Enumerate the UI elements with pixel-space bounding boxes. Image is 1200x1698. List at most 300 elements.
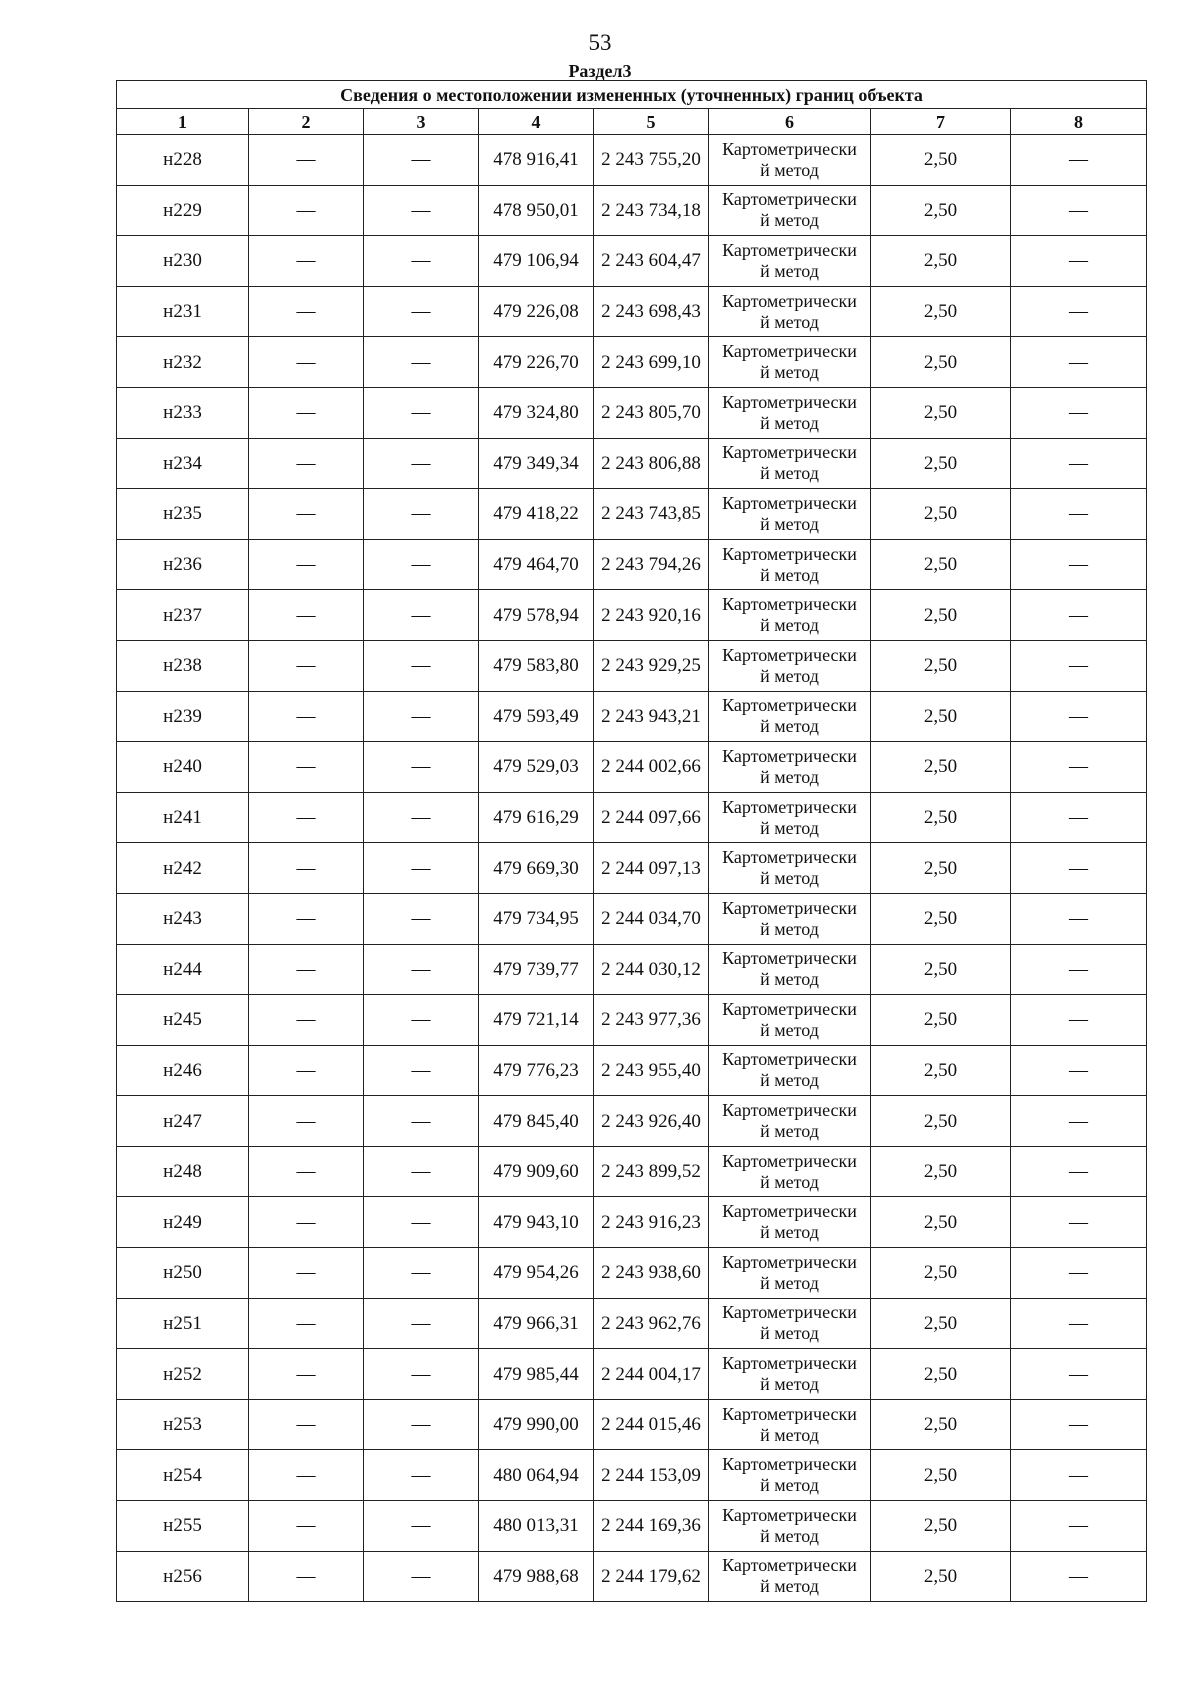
accuracy-cell: 2,50 — [871, 792, 1011, 843]
column-3-cell: — — [364, 1399, 479, 1450]
accuracy-cell: 2,50 — [871, 1399, 1011, 1450]
table-body — [117, 135, 1147, 1602]
accuracy-cell: 2,50 — [871, 640, 1011, 691]
method-cell — [709, 843, 871, 894]
point-label-cell: н234 — [117, 438, 249, 489]
column-8-cell: — — [1011, 1096, 1147, 1147]
method-text-line-1: Картометрически — [722, 1403, 857, 1424]
table-row — [117, 1450, 1147, 1501]
column-number: 8 — [1011, 109, 1147, 135]
column-3-cell: — — [364, 640, 479, 691]
column-number-row — [117, 109, 1147, 135]
column-3-cell: — — [364, 1551, 479, 1602]
column-8-cell: — — [1011, 337, 1147, 388]
x-coordinate-cell: 479 734,95 — [479, 893, 594, 944]
method-text-line-1: Картометрически — [722, 290, 857, 311]
x-coordinate-cell: 479 464,70 — [479, 539, 594, 590]
column-2-cell: — — [249, 135, 364, 186]
method-text-line-2: й метод — [760, 1019, 819, 1040]
method-cell — [709, 691, 871, 742]
y-coordinate-cell: 2 243 805,70 — [594, 387, 709, 438]
column-3-cell: — — [364, 387, 479, 438]
x-coordinate-cell: 480 064,94 — [479, 1450, 594, 1501]
method-text-line-1: Картометрически — [722, 138, 857, 159]
y-coordinate-cell: 2 243 604,47 — [594, 236, 709, 287]
y-coordinate-cell: 2 243 699,10 — [594, 337, 709, 388]
x-coordinate-cell: 478 916,41 — [479, 135, 594, 186]
x-coordinate-cell: 479 985,44 — [479, 1349, 594, 1400]
column-number: 5 — [594, 109, 709, 135]
method-text-line-2: й метод — [760, 716, 819, 737]
column-2-cell: — — [249, 337, 364, 388]
column-number: 1 — [117, 109, 249, 135]
column-2-cell: — — [249, 995, 364, 1046]
column-3-cell: — — [364, 1450, 479, 1501]
method-text-line-2: й метод — [760, 868, 819, 889]
accuracy-cell: 2,50 — [871, 590, 1011, 641]
table-row — [117, 539, 1147, 590]
method-cell — [709, 236, 871, 287]
point-label-cell: н250 — [117, 1248, 249, 1299]
point-label-cell: н256 — [117, 1551, 249, 1602]
y-coordinate-cell: 2 243 955,40 — [594, 1045, 709, 1096]
accuracy-cell: 2,50 — [871, 691, 1011, 742]
column-8-cell: — — [1011, 438, 1147, 489]
point-label-cell: н232 — [117, 337, 249, 388]
column-3-cell: — — [364, 185, 479, 236]
column-number: 7 — [871, 109, 1011, 135]
y-coordinate-cell: 2 244 169,36 — [594, 1501, 709, 1552]
method-cell — [709, 1197, 871, 1248]
method-cell — [709, 135, 871, 186]
column-3-cell: — — [364, 1349, 479, 1400]
y-coordinate-cell: 2 243 929,25 — [594, 640, 709, 691]
y-coordinate-cell: 2 243 938,60 — [594, 1248, 709, 1299]
x-coordinate-cell: 479 593,49 — [479, 691, 594, 742]
column-3-cell: — — [364, 135, 479, 186]
page-number: 53 — [588, 30, 612, 55]
point-label-cell: н245 — [117, 995, 249, 1046]
method-cell — [709, 1096, 871, 1147]
method-text-line-1: Картометрически — [722, 1353, 857, 1374]
column-8-cell: — — [1011, 1197, 1147, 1248]
section-title: Раздел3 — [568, 61, 632, 81]
column-2-cell: — — [249, 1399, 364, 1450]
column-2-cell: — — [249, 742, 364, 793]
point-label-cell: н255 — [117, 1501, 249, 1552]
column-8-cell: — — [1011, 1045, 1147, 1096]
x-coordinate-cell: 479 909,60 — [479, 1146, 594, 1197]
method-cell — [709, 590, 871, 641]
x-coordinate-cell: 479 349,34 — [479, 438, 594, 489]
table-row — [117, 590, 1147, 641]
column-8-cell: — — [1011, 539, 1147, 590]
method-cell — [709, 742, 871, 793]
method-cell — [709, 893, 871, 944]
method-text-line-1: Картометрически — [722, 897, 857, 918]
x-coordinate-cell: 479 578,94 — [479, 590, 594, 641]
method-text-line-1: Картометрически — [722, 341, 857, 362]
point-label-cell: н233 — [117, 387, 249, 438]
method-cell — [709, 944, 871, 995]
column-3-cell: — — [364, 691, 479, 742]
method-text-line-2: й метод — [760, 311, 819, 332]
method-cell — [709, 1248, 871, 1299]
column-3-cell: — — [364, 1248, 479, 1299]
column-8-cell: — — [1011, 1146, 1147, 1197]
y-coordinate-cell: 2 243 916,23 — [594, 1197, 709, 1248]
method-text-line-2: й метод — [760, 1475, 819, 1496]
method-cell — [709, 387, 871, 438]
accuracy-cell: 2,50 — [871, 1096, 1011, 1147]
x-coordinate-cell: 479 988,68 — [479, 1551, 594, 1602]
column-2-cell: — — [249, 843, 364, 894]
point-label-cell: н253 — [117, 1399, 249, 1450]
method-text-line-1: Картометрически — [722, 1251, 857, 1272]
column-2-cell: — — [249, 1551, 364, 1602]
column-2-cell: — — [249, 640, 364, 691]
method-text-line-2: й метод — [760, 1121, 819, 1142]
table-row — [117, 286, 1147, 337]
column-8-cell: — — [1011, 843, 1147, 894]
x-coordinate-cell: 479 739,77 — [479, 944, 594, 995]
column-2-cell: — — [249, 539, 364, 590]
y-coordinate-cell: 2 244 153,09 — [594, 1450, 709, 1501]
method-text-line-1: Картометрически — [722, 1504, 857, 1525]
y-coordinate-cell: 2 243 899,52 — [594, 1146, 709, 1197]
column-8-cell: — — [1011, 893, 1147, 944]
table-row — [117, 944, 1147, 995]
table-row — [117, 691, 1147, 742]
x-coordinate-cell: 479 226,08 — [479, 286, 594, 337]
column-number: 2 — [249, 109, 364, 135]
column-2-cell: — — [249, 1096, 364, 1147]
column-8-cell: — — [1011, 640, 1147, 691]
column-8-cell: — — [1011, 1248, 1147, 1299]
method-text-line-1: Картометрически — [722, 543, 857, 564]
column-8-cell: — — [1011, 1298, 1147, 1349]
y-coordinate-cell: 2 243 806,88 — [594, 438, 709, 489]
method-cell — [709, 539, 871, 590]
method-text-line-2: й метод — [760, 159, 819, 180]
point-label-cell: н252 — [117, 1349, 249, 1400]
y-coordinate-cell: 2 244 015,46 — [594, 1399, 709, 1450]
column-8-cell: — — [1011, 185, 1147, 236]
method-text-line-1: Картометрически — [722, 1201, 857, 1222]
column-3-cell: — — [364, 539, 479, 590]
method-text-line-2: й метод — [760, 1576, 819, 1597]
method-cell — [709, 1146, 871, 1197]
y-coordinate-cell: 2 243 734,18 — [594, 185, 709, 236]
point-label-cell: н254 — [117, 1450, 249, 1501]
accuracy-cell: 2,50 — [871, 1146, 1011, 1197]
column-8-cell: — — [1011, 1551, 1147, 1602]
x-coordinate-cell: 479 106,94 — [479, 236, 594, 287]
accuracy-cell: 2,50 — [871, 893, 1011, 944]
column-2-cell: — — [249, 1450, 364, 1501]
table-row — [117, 185, 1147, 236]
method-cell — [709, 1501, 871, 1552]
method-text-line-1: Картометрически — [722, 1454, 857, 1475]
point-label-cell: н247 — [117, 1096, 249, 1147]
table-row — [117, 1248, 1147, 1299]
accuracy-cell: 2,50 — [871, 1197, 1011, 1248]
x-coordinate-cell: 479 776,23 — [479, 1045, 594, 1096]
accuracy-cell: 2,50 — [871, 843, 1011, 894]
column-2-cell: — — [249, 1197, 364, 1248]
method-text-line-2: й метод — [760, 463, 819, 484]
accuracy-cell: 2,50 — [871, 1045, 1011, 1096]
accuracy-cell: 2,50 — [871, 539, 1011, 590]
y-coordinate-cell: 2 243 743,85 — [594, 489, 709, 540]
method-cell — [709, 1399, 871, 1450]
accuracy-cell: 2,50 — [871, 438, 1011, 489]
column-8-cell: — — [1011, 1399, 1147, 1450]
method-text-line-2: й метод — [760, 1222, 819, 1243]
column-8-cell: — — [1011, 691, 1147, 742]
column-number: 3 — [364, 109, 479, 135]
method-text-line-2: й метод — [760, 210, 819, 231]
column-2-cell: — — [249, 691, 364, 742]
method-text-line-1: Картометрически — [722, 998, 857, 1019]
method-cell — [709, 438, 871, 489]
y-coordinate-cell: 2 244 097,13 — [594, 843, 709, 894]
method-cell — [709, 1450, 871, 1501]
method-text-line-1: Картометрически — [722, 391, 857, 412]
method-cell — [709, 995, 871, 1046]
x-coordinate-cell: 479 669,30 — [479, 843, 594, 894]
column-3-cell: — — [364, 1096, 479, 1147]
point-label-cell: н228 — [117, 135, 249, 186]
accuracy-cell: 2,50 — [871, 1551, 1011, 1602]
accuracy-cell: 2,50 — [871, 1450, 1011, 1501]
column-8-cell: — — [1011, 1501, 1147, 1552]
table-row — [117, 1197, 1147, 1248]
column-2-cell: — — [249, 1349, 364, 1400]
method-text-line-1: Картометрически — [722, 796, 857, 817]
y-coordinate-cell: 2 244 034,70 — [594, 893, 709, 944]
accuracy-cell: 2,50 — [871, 135, 1011, 186]
x-coordinate-cell: 479 966,31 — [479, 1298, 594, 1349]
y-coordinate-cell: 2 244 004,17 — [594, 1349, 709, 1400]
method-text-line-1: Картометрически — [722, 1150, 857, 1171]
column-8-cell: — — [1011, 135, 1147, 186]
method-cell — [709, 792, 871, 843]
column-2-cell: — — [249, 1298, 364, 1349]
method-text-line-2: й метод — [760, 362, 819, 383]
column-8-cell: — — [1011, 286, 1147, 337]
accuracy-cell: 2,50 — [871, 944, 1011, 995]
table-row — [117, 1399, 1147, 1450]
column-3-cell: — — [364, 1045, 479, 1096]
method-cell — [709, 185, 871, 236]
point-label-cell: н246 — [117, 1045, 249, 1096]
method-text-line-2: й метод — [760, 1374, 819, 1395]
column-number: 6 — [709, 109, 871, 135]
method-cell — [709, 1349, 871, 1400]
accuracy-cell: 2,50 — [871, 995, 1011, 1046]
y-coordinate-cell: 2 244 002,66 — [594, 742, 709, 793]
method-text-line-2: й метод — [760, 260, 819, 281]
column-8-cell: — — [1011, 792, 1147, 843]
method-text-line-2: й метод — [760, 1070, 819, 1091]
column-8-cell: — — [1011, 1450, 1147, 1501]
table-caption: Сведения о местоположении измененных (уточненных) границ объекта — [117, 81, 1147, 109]
method-cell — [709, 640, 871, 691]
method-cell — [709, 1551, 871, 1602]
accuracy-cell: 2,50 — [871, 387, 1011, 438]
y-coordinate-cell: 2 244 097,66 — [594, 792, 709, 843]
column-2-cell: — — [249, 590, 364, 641]
method-text-line-2: й метод — [760, 412, 819, 433]
table-row — [117, 1349, 1147, 1400]
column-2-cell: — — [249, 1146, 364, 1197]
x-coordinate-cell: 479 990,00 — [479, 1399, 594, 1450]
method-text-line-1: Картометрически — [722, 745, 857, 766]
table-caption-row — [117, 81, 1147, 109]
x-coordinate-cell: 479 324,80 — [479, 387, 594, 438]
point-label-cell: н231 — [117, 286, 249, 337]
column-2-cell: — — [249, 438, 364, 489]
method-text-line-2: й метод — [760, 766, 819, 787]
method-text-line-1: Картометрически — [722, 442, 857, 463]
column-2-cell: — — [249, 792, 364, 843]
table-row — [117, 1501, 1147, 1552]
column-3-cell: — — [364, 843, 479, 894]
method-text-line-2: й метод — [760, 1323, 819, 1344]
point-label-cell: н237 — [117, 590, 249, 641]
method-text-line-2: й метод — [760, 665, 819, 686]
point-label-cell: н230 — [117, 236, 249, 287]
y-coordinate-cell: 2 243 920,16 — [594, 590, 709, 641]
column-3-cell: — — [364, 236, 479, 287]
method-text-line-1: Картометрически — [722, 492, 857, 513]
method-text-line-1: Картометрически — [722, 948, 857, 969]
accuracy-cell: 2,50 — [871, 1349, 1011, 1400]
y-coordinate-cell: 2 243 698,43 — [594, 286, 709, 337]
table-row — [117, 337, 1147, 388]
table-row — [117, 1146, 1147, 1197]
point-label-cell: н242 — [117, 843, 249, 894]
point-label-cell: н236 — [117, 539, 249, 590]
x-coordinate-cell: 479 418,22 — [479, 489, 594, 540]
method-cell — [709, 286, 871, 337]
point-label-cell: н239 — [117, 691, 249, 742]
y-coordinate-cell: 2 244 179,62 — [594, 1551, 709, 1602]
column-2-cell: — — [249, 236, 364, 287]
method-text-line-1: Картометрически — [722, 1049, 857, 1070]
method-text-line-2: й метод — [760, 817, 819, 838]
column-2-cell: — — [249, 489, 364, 540]
column-8-cell: — — [1011, 742, 1147, 793]
column-3-cell: — — [364, 893, 479, 944]
table-row — [117, 489, 1147, 540]
y-coordinate-cell: 2 243 943,21 — [594, 691, 709, 742]
column-3-cell: — — [364, 438, 479, 489]
x-coordinate-cell: 479 529,03 — [479, 742, 594, 793]
accuracy-cell: 2,50 — [871, 286, 1011, 337]
method-text-line-1: Картометрически — [722, 1555, 857, 1576]
column-3-cell: — — [364, 1501, 479, 1552]
method-cell — [709, 489, 871, 540]
column-2-cell: — — [249, 286, 364, 337]
y-coordinate-cell: 2 244 030,12 — [594, 944, 709, 995]
column-8-cell: — — [1011, 387, 1147, 438]
point-label-cell: н249 — [117, 1197, 249, 1248]
table-row — [117, 135, 1147, 186]
table-row — [117, 995, 1147, 1046]
table-row — [117, 438, 1147, 489]
column-3-cell: — — [364, 1298, 479, 1349]
point-label-cell: н251 — [117, 1298, 249, 1349]
column-2-cell: — — [249, 944, 364, 995]
method-text-line-2: й метод — [760, 615, 819, 636]
column-3-cell: — — [364, 995, 479, 1046]
method-text-line-2: й метод — [760, 564, 819, 585]
method-text-line-2: й метод — [760, 513, 819, 534]
method-text-line-1: Картометрически — [722, 847, 857, 868]
column-3-cell: — — [364, 286, 479, 337]
method-cell — [709, 1298, 871, 1349]
y-coordinate-cell: 2 243 926,40 — [594, 1096, 709, 1147]
table-row — [117, 236, 1147, 287]
table-row — [117, 893, 1147, 944]
column-3-cell: — — [364, 742, 479, 793]
table-row — [117, 387, 1147, 438]
point-label-cell: н229 — [117, 185, 249, 236]
column-8-cell: — — [1011, 489, 1147, 540]
column-3-cell: — — [364, 1146, 479, 1197]
method-text-line-1: Картометрически — [722, 1302, 857, 1323]
boundary-table — [116, 80, 1147, 1602]
method-text-line-1: Картометрически — [722, 695, 857, 716]
point-label-cell: н235 — [117, 489, 249, 540]
method-text-line-1: Картометрически — [722, 239, 857, 260]
method-text-line-2: й метод — [760, 1272, 819, 1293]
method-text-line-2: й метод — [760, 1525, 819, 1546]
accuracy-cell: 2,50 — [871, 1501, 1011, 1552]
column-3-cell: — — [364, 337, 479, 388]
method-text-line-2: й метод — [760, 969, 819, 990]
column-2-cell: — — [249, 1045, 364, 1096]
column-3-cell: — — [364, 792, 479, 843]
table-row — [117, 742, 1147, 793]
y-coordinate-cell: 2 243 977,36 — [594, 995, 709, 1046]
column-2-cell: — — [249, 1501, 364, 1552]
point-label-cell: н238 — [117, 640, 249, 691]
column-8-cell: — — [1011, 236, 1147, 287]
method-text-line-1: Картометрически — [722, 189, 857, 210]
point-label-cell: н244 — [117, 944, 249, 995]
x-coordinate-cell: 479 616,29 — [479, 792, 594, 843]
x-coordinate-cell: 479 943,10 — [479, 1197, 594, 1248]
point-label-cell: н241 — [117, 792, 249, 843]
method-text-line-2: й метод — [760, 918, 819, 939]
column-2-cell: — — [249, 387, 364, 438]
x-coordinate-cell: 479 845,40 — [479, 1096, 594, 1147]
x-coordinate-cell: 479 583,80 — [479, 640, 594, 691]
point-label-cell: н243 — [117, 893, 249, 944]
column-8-cell: — — [1011, 1349, 1147, 1400]
accuracy-cell: 2,50 — [871, 1298, 1011, 1349]
column-3-cell: — — [364, 489, 479, 540]
method-text-line-1: Картометрически — [722, 644, 857, 665]
x-coordinate-cell: 480 013,31 — [479, 1501, 594, 1552]
column-8-cell: — — [1011, 590, 1147, 641]
y-coordinate-cell: 2 243 755,20 — [594, 135, 709, 186]
x-coordinate-cell: 479 721,14 — [479, 995, 594, 1046]
method-text-line-1: Картометрически — [722, 1100, 857, 1121]
